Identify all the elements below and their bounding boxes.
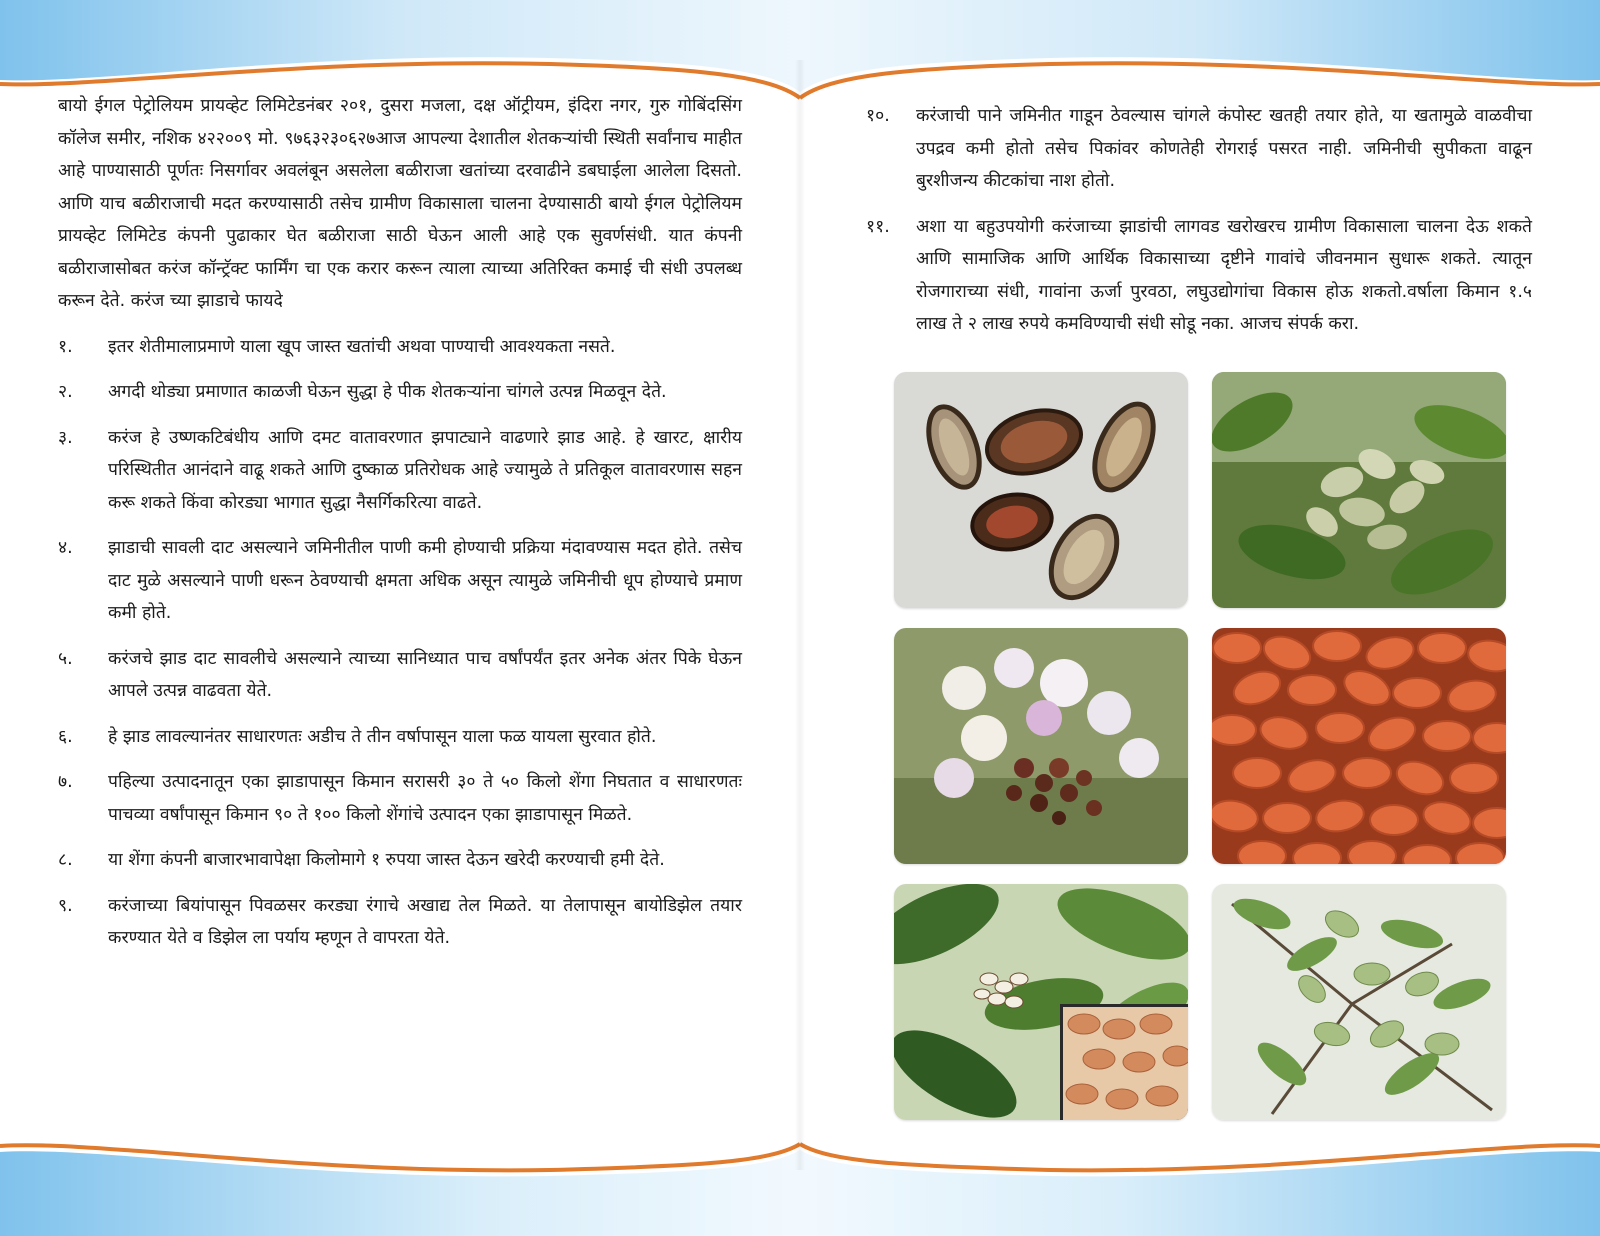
list-number: ११.	[866, 216, 890, 237]
photo-green-pods	[1212, 372, 1506, 608]
list-text: झाडाची सावली दाट असल्याने जमिनीतील पाणी कमी होण्याची प्रक्रिया मंदावण्यास मदत होते. तसेच दाट मुळे असल्याने पाणी धरून ठेवण्याची क्षमता अधिक असून त्यामुळे जमिनीची धूप होण्याचे प्रमाण कमी होते.	[108, 538, 742, 623]
list-text: हे झाड लावल्यानंतर साधारणतः अडीच ते तीन वर्षापासून याला फळ यायला सुरवात होते.	[108, 726, 657, 747]
photo-flowers	[894, 628, 1188, 864]
list-item	[866, 100, 1532, 198]
list-item	[58, 890, 742, 955]
intro-paragraph: बायो ईगल पेट्रोलियम प्रायव्हेट लिमिटेडनंबर २०१, दुसरा मजला, दक्ष ऑट्रीयम, इंदिरा नगर, गुरु गोबिंदसिंग कॉलेज समीर, नशिक ४२२००९ मो. ९७६३२३०६२७आज आपल्या देशातील शेतकऱ्यांची स्थिती सर्वांनाच माहीत आहे पाण्यासाठी पूर्णतः निसर्गावर अवलंबून असलेला बळीराजा खतांच्या दरवाढीने डबघाईला आलेला दिसतो. आणि याच बळीराजाची मदत करण्यासाठी तसेच ग्रामीण विकासाला चालना देण्यासाठी बायो ईगल पेट्रोलियम प्रायव्हेट लिमिटेड कंपनी पुढाकार घेत बळीराजा साठी घेऊन आली आहे एक सुवर्णसंधी. यात कंपनी बळीराजासोबत करंज कॉन्ट्रॅक्ट फार्मिंग चा एक करार करून त्याला त्याच्या अतिरिक्त कमाई ची संधी उपलब्ध करून देते. करंज च्या झाडाचे फायदे	[58, 96, 742, 311]
list-text: करंजाच्या बियांपासून पिवळसर करड्या रंगाचे अखाद्य तेल मिळते. या तेलापासून बायोडिझेल तयार करण्यात येते व डिझेल ला पर्याय म्हणून ते वापरता येते.	[108, 895, 742, 948]
list-item	[58, 766, 742, 831]
list-item	[58, 376, 742, 409]
photo-orange-seeds	[1212, 628, 1506, 864]
list-text: करंजाची पाने जमिनीत गाडून ठेवल्यास चांगले कंपोस्ट खतही तयार होते, या खतामुळे वाळवीचा उपद्रव कमी होतो तसेच पिकांवर कोणतेही रोगराई पसरत नाही. जमिनीची सुपीकता वाढून बुरशीजन्य कीटकांचा नाश होतो.	[916, 106, 1532, 191]
list-item	[58, 532, 742, 630]
list-item	[58, 721, 742, 754]
list-text: या शेंगा कंपनी बाजारभावापेक्षा किलोमागे १ रुपया जास्त देऊन खरेदी करण्याची हमी देते.	[108, 850, 665, 870]
list-text: पहिल्या उत्पादनातून एका झाडापासून किमान सरासरी ३० ते ५० किलो शेंगा निघतात व साधारणतः पाचव्या वर्षांपासून किमान ९० ते १०० किलो शेंगांचे उत्पादन एका झाडापासून मिळते.	[108, 772, 742, 825]
list-number: १.	[58, 336, 73, 357]
list-number: १०.	[866, 106, 890, 126]
list-text: अशा या बहुउपयोगी करंजाच्या झाडांची लागवड खरोखरच ग्रामीण विकासाला चालना देऊ शकते आणि सामाजिक आणि आर्थिक विकासाच्या दृष्टीने गावांचे जीवनमान सुधारू शकते. त्यातून रोजगाराच्या संधी, गावांना ऊर्जा पुरवठा, लघुउद्योगांचा विकास होऊ शकतो.वर्षाला किमान १.५ लाख ते २ लाख रुपये कमविण्याची संधी सोडू नका. आजच संपर्क करा.	[916, 216, 1532, 334]
book-spine	[795, 60, 805, 1170]
photo-grid	[894, 372, 1506, 1120]
list-item	[58, 643, 742, 708]
photo-seed-pods	[894, 372, 1188, 608]
list-text: करंज हे उष्णकटिबंधीय आणि दमट वातावरणात झपाट्याने वाढणारे झाड आहे. हे खारट, क्षारीय परिस्थितीत आनंदाने वाढू शकते आणि दुष्काळ प्रतिरोधक आहे ज्यामुळे ते प्रतिकूल वातावरणास सहन करू शकते किंवा कोरड्या भागात सुद्धा नैसर्गिकरित्या वाढते.	[108, 427, 742, 513]
list-number: २.	[58, 382, 73, 402]
list-number: ६.	[58, 726, 73, 747]
list-item	[866, 211, 1532, 341]
photo-hanging-pods	[1212, 884, 1506, 1120]
list-text: इतर शेतीमालाप्रमाणे याला खूप जास्त खतांची अथवा पाण्याची आवश्यकता नसते.	[108, 336, 616, 357]
list-item	[58, 844, 742, 877]
right-page	[866, 100, 1532, 354]
benefits-list	[58, 331, 742, 955]
list-text: अगदी थोड्या प्रमाणात काळजी घेऊन सुद्धा हे पीक शेतकऱ्यांना चांगले उत्पन्न मिळवून देते.	[108, 382, 667, 402]
list-number: ९.	[58, 895, 73, 916]
list-number: ४.	[58, 538, 73, 558]
list-number: ७.	[58, 772, 73, 792]
list-item	[58, 422, 742, 520]
left-page	[58, 90, 742, 955]
list-number: ५.	[58, 648, 73, 669]
list-number: ३.	[58, 427, 73, 448]
list-text: करंजचे झाड दाट सावलीचे असल्याने त्याच्या सानिध्यात पाच वर्षांपर्यंत इतर अनेक अंतर पिके घेऊन आपले उत्पन्न वाढवता येते.	[108, 648, 742, 701]
list-number: ८.	[58, 850, 73, 870]
list-item	[58, 331, 742, 364]
photo-branch-with-inset	[894, 884, 1188, 1120]
